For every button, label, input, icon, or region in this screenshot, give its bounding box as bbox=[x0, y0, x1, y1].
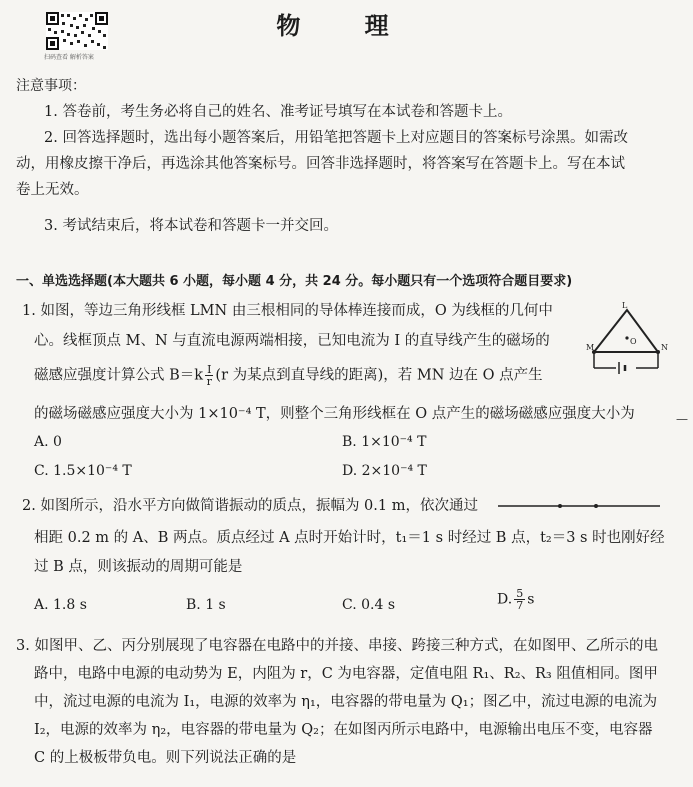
notice-item: 卷上无效。 bbox=[16, 182, 89, 198]
q1-formula-text: 磁感应强度计算公式 B＝k bbox=[34, 367, 204, 384]
diagram-label-L: L bbox=[622, 301, 628, 310]
q1-fraction bbox=[205, 364, 213, 387]
notice-item: 2. 回答选择题时，选出每小题答案后，用铅笔把答题卡上对应题目的答案标号涂黑。如需改 bbox=[44, 130, 628, 146]
q2-option-b: B. 1 s bbox=[186, 597, 226, 613]
q3-stem-line: 3. 如图甲、乙、丙分别展现了电容器在电路中的并接、串接、跨接三种方式，在如图甲、乙所示的电 bbox=[16, 638, 658, 654]
q2-stem-line: 过 B 点，则该振动的周期可能是 bbox=[34, 559, 243, 575]
q3-stem-line: C 的上极板带负电。则下列说法正确的是 bbox=[34, 750, 297, 766]
qr-caption: 扫码查看 解析答案 bbox=[44, 54, 94, 61]
q3-stem-line: 中，流过电源的电流为 I₁，电源的效率为 η₁，电容器的带电量为 Q₁；图乙中，流过电源的电流为 bbox=[34, 694, 658, 710]
diagram-label-O: O bbox=[630, 337, 637, 346]
q2-option-d bbox=[497, 588, 534, 611]
section-heading: 一、单选选择题(本大题共 6 小题，每小题 4 分，共 24 分。每小题只有一个选项符合题目要求) bbox=[16, 274, 573, 289]
q2-stem-line: 2. 如图所示，沿水平方向做简谐振动的质点，振幅为 0.1 m，依次通过 bbox=[22, 498, 478, 514]
notice-item: 动，用橡皮擦干净后，再选涂其他答案标号。回答非选择题时，将答案写在答题卡上。写在本试 bbox=[16, 156, 625, 172]
qr-code bbox=[46, 12, 108, 50]
q2-option-d-unit: s bbox=[527, 591, 535, 608]
q1-stem-line: 1. 如图，等边三角形线框 LMN 由三根相同的导体棒连接而成，O 为线框的几何中 bbox=[22, 303, 553, 319]
q1-option-a: A. 0 bbox=[34, 434, 62, 450]
q2-option-c: C. 0.4 s bbox=[342, 597, 396, 613]
q2-option-d-label: D. bbox=[497, 591, 513, 608]
margin-mark: — bbox=[676, 412, 688, 426]
q2-stem-line: 相距 0.2 m 的 A、B 两点。质点经过 A 点时开始计时，t₁＝1 s 时经过 B 点，t₂＝3 s 时也刚好经 bbox=[34, 530, 665, 546]
triangle-circuit-diagram bbox=[586, 300, 668, 378]
q2-option-d-fraction bbox=[514, 588, 525, 611]
q1-stem-line: 的磁场磁感应强度大小为 1×10⁻⁴ T，则整个三角形线框在 O 点产生的磁场磁感应强度大小为 bbox=[34, 406, 635, 422]
q2-option-a: A. 1.8 s bbox=[34, 597, 87, 613]
q1-option-b: B. 1×10⁻⁴ T bbox=[342, 434, 427, 450]
q1-frac-num: I bbox=[207, 363, 212, 376]
diagram-label-M: M bbox=[586, 343, 595, 352]
q1-formula-tail: (r 为某点到直导线的距离)，若 MN 边在 O 点产生 bbox=[215, 367, 543, 384]
q1-frac-den: r bbox=[206, 375, 212, 388]
notice-item: 1. 答卷前，考生务必将自己的姓名、准考证号填写在本试卷和答题卡上。 bbox=[44, 104, 512, 120]
q1-stem-line bbox=[34, 364, 543, 387]
oscillation-line-diagram bbox=[498, 500, 660, 512]
q3-stem-line: 路中，电路中电源的电动势为 E，内阻为 r，C 为电容器，定值电阻 R₁、R₂、R₃ 阻值相同。图甲 bbox=[34, 666, 658, 682]
q1-stem-line: 心。线框顶点 M、N 与直流电源两端相接，已知电流为 I 的直导线产生的磁场的 bbox=[34, 333, 550, 349]
diagram-label-N: N bbox=[661, 343, 668, 352]
notice-heading: 注意事项： bbox=[16, 78, 86, 94]
q1-option-d: D. 2×10⁻⁴ T bbox=[342, 463, 427, 479]
q1-option-c: C. 1.5×10⁻⁴ T bbox=[34, 463, 132, 479]
page-title: 物 理 bbox=[276, 11, 417, 40]
q2-optd-den: 7 bbox=[516, 599, 524, 612]
q3-stem-line: I₂，电源的效率为 η₂，电容器的带电量为 Q₂；在如图丙所示电路中，电源输出电压不变，电容器 bbox=[34, 722, 653, 738]
notice-item: 3. 考试结束后，将本试卷和答题卡一并交回。 bbox=[44, 218, 338, 234]
q2-optd-num: 5 bbox=[516, 587, 524, 600]
